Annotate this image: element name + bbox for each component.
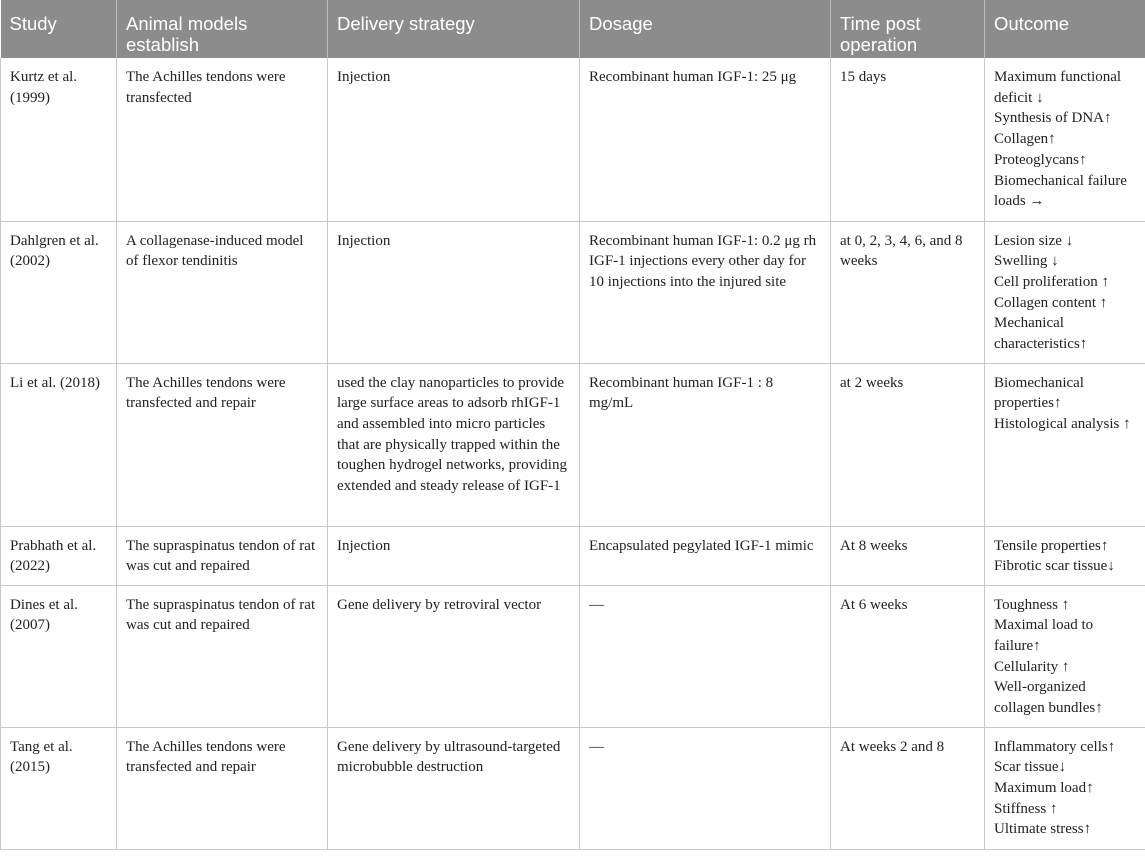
outcome-item: Toughness ↑ — [994, 596, 1070, 613]
outcome-item: Well-organized collagen bundles↑ — [994, 679, 1103, 717]
outcome-item: Stiffness ↑ — [994, 800, 1058, 817]
header-outcome: Outcome — [985, 0, 1145, 58]
table-row — [1, 585, 1145, 727]
cell-study: Prabhath et al. (2022) — [1, 526, 117, 585]
outcome-item: Maximum functional deficit ↓ — [994, 69, 1122, 106]
outcome-item: Collagen content ↑ — [994, 294, 1108, 311]
outcome-item: Synthesis of DNA↑ — [994, 110, 1112, 127]
cell-animal-model: The Achilles tendons were transfected and repair — [117, 727, 328, 849]
outcome-item: Cell proliferation ↑ — [994, 273, 1109, 290]
cell-study: Tang et al. (2015) — [1, 727, 117, 849]
outcome-item: Biomechanical properties↑ — [994, 374, 1084, 412]
cell-outcome — [985, 221, 1145, 363]
cell-dosage: Recombinant human IGF-1: 0.2 μg rh IGF-1 injections every other day for 10 injections into the injured site — [580, 221, 831, 363]
header-study: Study — [1, 0, 117, 58]
outcome-item: Mechanical characteristics↑ — [994, 315, 1088, 353]
cell-study: Li et al. (2018) — [1, 363, 117, 526]
cell-delivery-strategy: used the clay nanoparticles to provide large surface areas to adsorb rhIGF-1 and assembled into micro particles that are physically trapped within the toughen hydrogel networks, providing extended and steady release of IGF-1 — [328, 363, 580, 526]
header-delivery-strategy: Delivery strategy — [328, 0, 580, 58]
cell-animal-model: The Achilles tendons were transfected — [117, 58, 328, 221]
outcome-item: Histological analysis ↑ — [994, 415, 1131, 432]
cell-study: Dahlgren et al. (2002) — [1, 221, 117, 363]
cell-dosage: Recombinant human IGF-1 : 8 mg/mL — [580, 363, 831, 526]
header-time-post-operation: Time post operation — [831, 0, 985, 58]
header-dosage: Dosage — [580, 0, 831, 58]
cell-time: at 0, 2, 3, 4, 6, and 8 weeks — [831, 221, 985, 363]
cell-dosage: Recombinant human IGF-1: 25 μg — [580, 58, 831, 221]
cell-time: 15 days — [831, 58, 985, 221]
table-row — [1, 526, 1145, 585]
outcome-item: Maximal load to failure↑ — [994, 617, 1094, 654]
outcome-item: Biomechanical failure loads → — [994, 172, 1127, 210]
table-row — [1, 221, 1145, 363]
cell-animal-model: The Achilles tendons were transfected and repair — [117, 363, 328, 526]
outcome-item: Scar tissue↓ — [994, 759, 1067, 776]
cell-dosage: — — [580, 727, 831, 849]
cell-outcome — [985, 58, 1145, 221]
cell-time: At 8 weeks — [831, 526, 985, 585]
outcome-item: Swelling ↓ — [994, 253, 1059, 270]
cell-animal-model: A collagenase-induced model of flexor tendinitis — [117, 221, 328, 363]
cell-time: at 2 weeks — [831, 363, 985, 526]
outcome-item: Ultimate stress↑ — [994, 821, 1092, 838]
outcome-item: Tensile properties↑ — [994, 537, 1109, 554]
cell-time: At 6 weeks — [831, 585, 985, 727]
outcome-item: Cellularity ↑ — [994, 658, 1070, 675]
cell-outcome — [985, 585, 1145, 727]
cell-dosage: Encapsulated pegylated IGF-1 mimic — [580, 526, 831, 585]
cell-delivery-strategy: Injection — [328, 58, 580, 221]
outcome-item: Proteoglycans↑ — [994, 151, 1087, 168]
outcome-item: Maximum load↑ — [994, 779, 1094, 796]
cell-delivery-strategy: Gene delivery by retroviral vector — [328, 585, 580, 727]
cell-study: Dines et al. (2007) — [1, 585, 117, 727]
table-row — [1, 58, 1145, 221]
cell-time: At weeks 2 and 8 — [831, 727, 985, 849]
cell-animal-model: The supraspinatus tendon of rat was cut and repaired — [117, 585, 328, 727]
cell-outcome — [985, 526, 1145, 585]
outcome-item: Collagen↑ — [994, 131, 1056, 148]
outcome-item: Lesion size ↓ — [994, 232, 1074, 249]
table-row — [1, 363, 1145, 526]
outcome-item: Fibrotic scar tissue↓ — [994, 558, 1115, 575]
cell-dosage: — — [580, 585, 831, 727]
header-animal-models: Animal models establish — [117, 0, 328, 58]
cell-delivery-strategy: Injection — [328, 526, 580, 585]
cell-delivery-strategy: Gene delivery by ultrasound-targeted microbubble destruction — [328, 727, 580, 849]
table-row — [1, 727, 1145, 849]
cell-animal-model: The supraspinatus tendon of rat was cut and repaired — [117, 526, 328, 585]
cell-delivery-strategy: Injection — [328, 221, 580, 363]
cell-study: Kurtz et al. (1999) — [1, 58, 117, 221]
cell-outcome — [985, 363, 1145, 526]
header-row — [1, 0, 1145, 58]
cell-outcome — [985, 727, 1145, 849]
outcome-item: Inflammatory cells↑ — [994, 738, 1116, 755]
